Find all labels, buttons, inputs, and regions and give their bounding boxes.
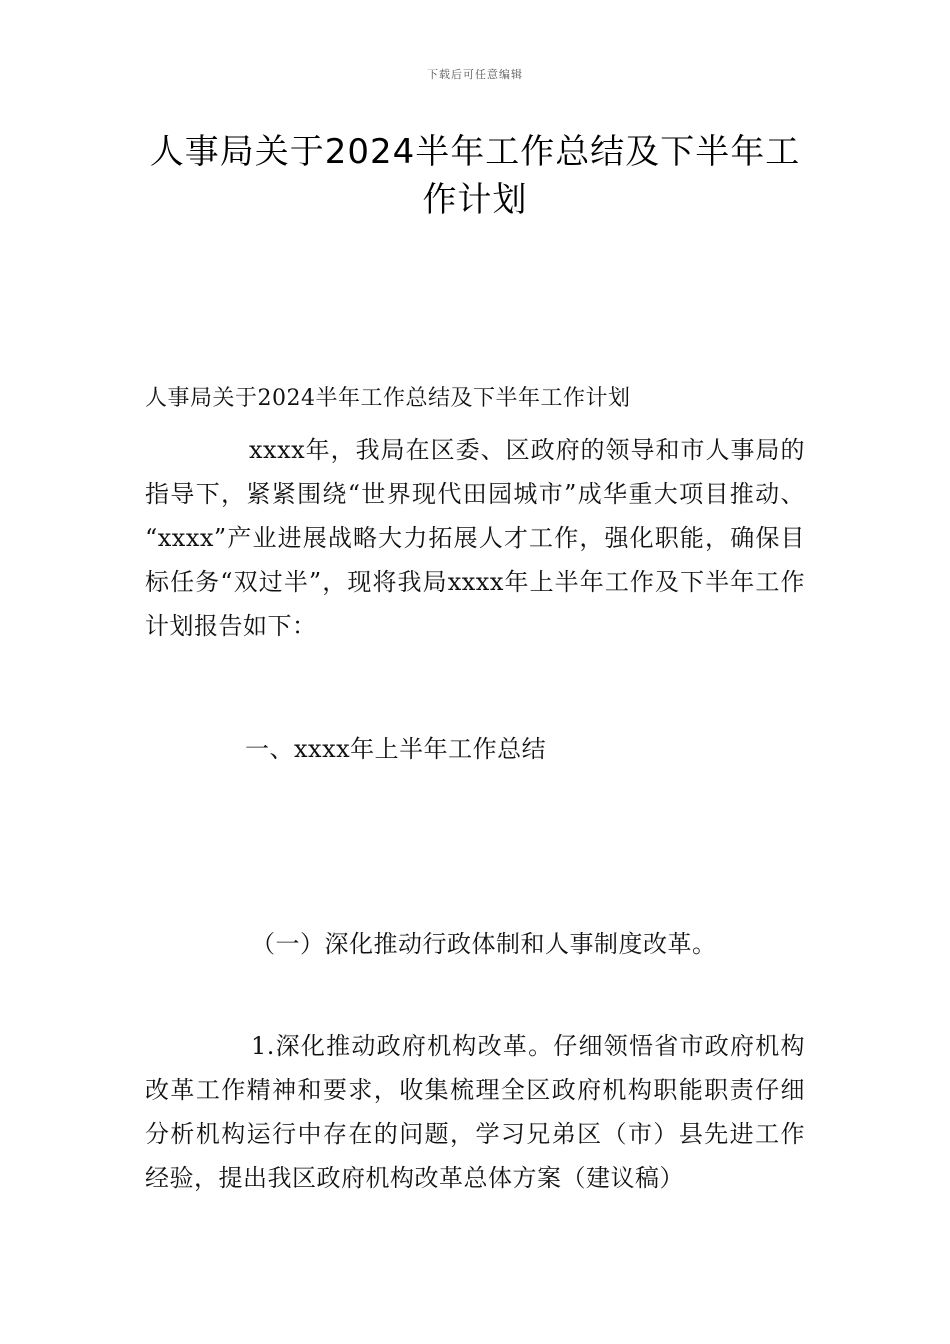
item-paragraph-1: 1.深化推动政府机构改革。仔细领悟省市政府机构改革工作精神和要求，收集梳理全区政府机构职能职责仔细分析机构运行中存在的问题，学习兄弟区（市）县先进工作经验，提出我区政府机构改革总体方案（建议稿）: [145, 1032, 805, 1192]
subsection-heading-1: （一）深化推动行政体制和人事制度改革。: [251, 930, 717, 958]
document-title: 人事局关于2024半年工作总结及下半年工作计划: [149, 132, 801, 220]
intro-paragraph: xxxx年，我局在区委、区政府的领导和市人事局的指导下，紧紧围绕“世界现代田园城市”成华重大项目推动、 “xxxx”产业进展战略大力拓展人才工作，强化职能，确保目标任务“双过半”，现将我局xxxx年上半年工作及下半年工作计划报告如下：: [145, 436, 805, 640]
document-subtitle-line: 人事局关于2024半年工作总结及下半年工作计划: [145, 386, 631, 411]
section-heading-1: 一、xxxx年上半年工作总结: [245, 735, 547, 763]
header-note: 下载后可任意编辑: [427, 68, 523, 81]
